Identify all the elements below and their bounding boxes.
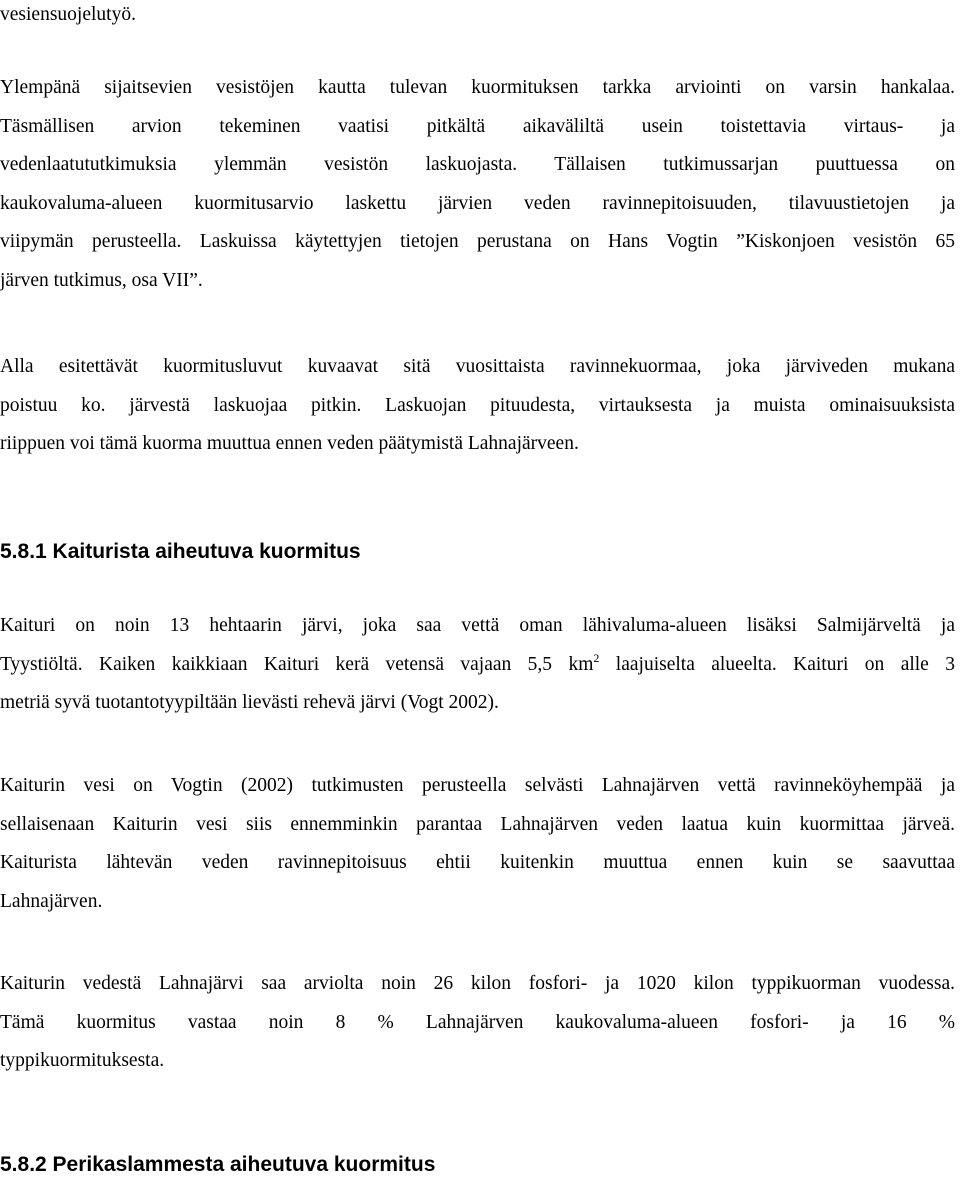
- text-line: Kaituri on noin 13 hehtaarin järvi, joka saa vettä oman lähivaluma-alueen lisäksi Salmijärveltä ja: [0, 615, 955, 636]
- text-line: [0, 646, 955, 685]
- text-segment: Tyystiöltä. Kaiken kaikkiaan Kaituri kerä vetensä vajaan 5,5 km: [0, 653, 594, 675]
- text-line: Kaiturin vesi on Vogtin (2002) tutkimusten perusteella selvästi Lahnajärven vettä ravinneköyhempää ja: [0, 775, 955, 796]
- text-line: sellaisenaan Kaiturin vesi siis ennemminkin parantaa Lahnajärven veden laatua kuin kuormittaa järveä.: [0, 813, 955, 835]
- intro-fragment: [0, 0, 955, 35]
- text-line: kaukovaluma-alueen kuormitusarvio laskettu järvien veden ravinnepitoisuuden, tilavuustietojen ja: [0, 192, 955, 214]
- paragraph-kaituri-load: [0, 965, 955, 1081]
- paragraph-kaituri-water-quality: [0, 767, 955, 921]
- text-line: vedenlaatututkimuksia ylemmän vesistön laskuojasta. Tällaisen tutkimussarjan puuttuessa on: [0, 154, 955, 176]
- text-line: poistuu ko. järvestä laskuojaa pitkin. Laskuojan pituudesta, virtauksesta ja muista ominaisuuksista: [0, 394, 955, 416]
- text-line: metriä syvä tuotantotyypiltään lievästi rehevä järvi (Vogt 2002).: [0, 692, 499, 714]
- text-line: järven tutkimus, osa VII”.: [0, 269, 203, 291]
- paragraph-load-figures: [0, 348, 955, 464]
- text-line: Alla esitettävät kuormitusluvut kuvaavat sitä vuosittaista ravinnekuormaa, joka järviveden mukana: [0, 356, 955, 377]
- text-line: Lahnajärven.: [0, 890, 103, 912]
- paragraph-kaituri-description: [0, 607, 955, 723]
- text-segment: laajuiselta alueelta. Kaituri on alle 3: [599, 653, 955, 675]
- text-line: Ylempänä sijaitsevien vesistöjen kautta tulevan kuormituksen tarkka arviointi on varsin hankalaa.: [0, 77, 955, 98]
- text-line: riippuen voi tämä kuorma muuttua ennen veden päätymistä Lahnajärveen.: [0, 433, 579, 455]
- text-line: Kaiturin vedestä Lahnajärvi saa arviolta noin 26 kilon fosfori- ja 1020 kilon typpikuorman vuodessa.: [0, 973, 955, 994]
- text-line: Kaituristа lähtevän veden ravinnepitoisuus ehtii kuitenkin muuttua ennen kuin se saavuttaa: [0, 852, 955, 874]
- text-line: typpikuormituksesta.: [0, 1050, 165, 1072]
- section-heading-5-8-2: 5.8.2 Perikaslammesta aiheutuva kuormitus: [0, 1153, 436, 1176]
- paragraph-load-estimation: [0, 69, 955, 301]
- text-line: Tämä kuormitus vastaa noin 8 % Lahnajärven kaukovaluma-alueen fosfori- ja 16 %: [0, 1011, 955, 1033]
- text-line: viipymän perusteella. Laskuissa käytettyjen tietojen perustana on Hans Vogtin ”Kiskonjoen vesistön 65: [0, 231, 955, 253]
- text-line: vesiensuojelutyö.: [0, 4, 136, 25]
- section-heading-5-8-1: 5.8.1 Kaiturista aiheutuva kuormitus: [0, 540, 361, 563]
- superscript: 2: [593, 650, 600, 665]
- text-line: Täsmällisen arvion tekeminen vaatisi pitkältä aikaväliltä usein toistettavia virtaus- ja: [0, 115, 955, 137]
